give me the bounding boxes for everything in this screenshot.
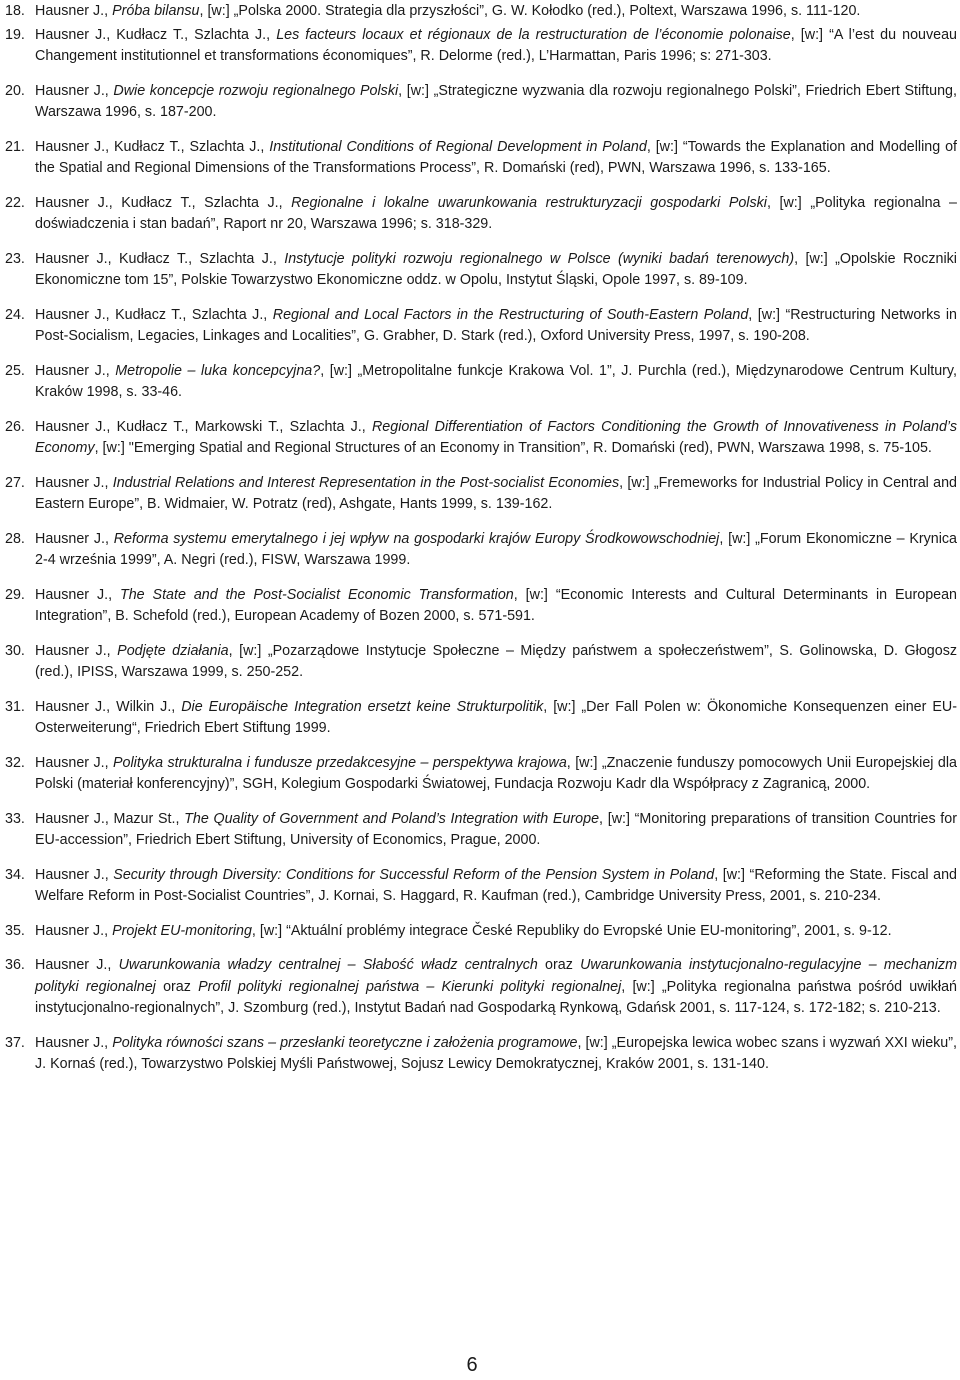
bibliography-entry: [5, 641, 957, 684]
entry-title: Uwarunkowania instytucjonalno-regulacyjne – mechanizm polityki regionalnej: [35, 957, 957, 995]
entry-text: Hausner J.,: [35, 82, 114, 99]
entry-text: , [w:] „Polityka regionalna – doświadczenia i stan badań”, Raport nr 20, Warszawa 1996; s. 318-329.: [35, 194, 958, 232]
entry-number: 23.: [5, 250, 25, 267]
entry-text: Hausner J.,: [35, 3, 113, 19]
entry-text: Hausner J.,: [35, 922, 113, 939]
entry-text: , [w:] “A l’est du nouveau Changement institutionnel et transformations économiques”, R. Delorme (red.), L’Harmattan, Paris 1996; s: 271-303.: [35, 26, 957, 64]
entry-number: 18.: [5, 3, 25, 19]
entry-text: , [w:] “Economic Interests and Cultural Determinants in European Integration”, B. Schefold (red.), European Academy of Bozen 2000, s. 571-591.: [35, 586, 957, 624]
entry-title: Les facteurs locaux et régionaux de la restructuration de l’économie polonaise: [276, 26, 791, 43]
entry-text: Hausner J.,: [35, 642, 118, 659]
entry-text: Hausner J., Mazur St.,: [35, 810, 185, 827]
entry-title: Instytucje polityki rozwoju regionalnego w Polsce (wyniki badań terenowych): [284, 250, 795, 267]
bibliography-entry: [5, 249, 957, 292]
entry-text: Hausner J.,: [35, 586, 120, 603]
entry-text: Hausner J., Kudłacz T., Szlachta J.,: [35, 138, 270, 155]
entry-title: Uwarunkowania władzy centralnej – Słabość władz centralnych: [118, 957, 538, 973]
entry-text: Hausner J.,: [35, 754, 113, 771]
entry-number: 22.: [5, 194, 25, 211]
entry-text: , [w:] “Reforming the State. Fiscal and Welfare Reform in Post-Socialist Countries”, J. Kornai, S. Haggard, R. Kaufman (red.), Cambridge University Press, 2001, s. 210-234.: [35, 866, 958, 904]
entry-text: Hausner J., Wilkin J.,: [35, 698, 182, 715]
entry-text: , [w:] „Fremeworks for Industrial Policy in Central and Eastern Europe”, B. Widmaier, W. Potratz (red), Ashgate, Hants 1999, s. 139-162.: [35, 474, 957, 512]
entry-text: , [w:] „Polska 2000. Strategia dla przyszłości”, G. W. Kołodko (red.), Poltext, Warszawa 1996, s. 111-120.: [199, 3, 861, 19]
bibliography-entry: [5, 865, 957, 908]
bibliography-entry: [5, 529, 957, 572]
entry-text: , [w:] „Strategiczne wyzwania dla rozwoju regionalnego Polski”, Friedrich Ebert Stiftung, Warszawa 1996, s. 187-200.: [35, 82, 957, 120]
entry-number: 30.: [5, 642, 25, 659]
entry-text: , [w:] „Der Fall Polen w: Ökonomiche Konsequenzen einer EU-Osterweiterung“, Friedrich Ebert Stiftung 1999.: [35, 698, 957, 736]
entry-title: Die Europäische Integration ersetzt keine Strukturpolitik: [181, 698, 544, 715]
bibliography-entry: [5, 361, 957, 404]
entry-title: The State and the Post-Socialist Economic Transformation: [119, 586, 514, 603]
entry-text: Hausner J., Kudłacz T., Markowski T., Szlachta J.,: [35, 418, 372, 435]
bibliography-entry: [5, 81, 957, 124]
entry-title: Institutional Conditions of Regional Development in Poland: [269, 138, 647, 155]
bibliography-entry: [5, 809, 957, 852]
entry-title: Dwie koncepcje rozwoju regionalnego Polski: [113, 82, 399, 99]
entry-text: , [w:] „Polityka regionalna państwa pośród uwikłań instytucjonalno-regionalnych”, J. Szomburg (red.), Instytut Badań nad Gospodarką Rynkową, Gdańsk 2001, s. 117-124, s. 172-182; s. 210-213.: [35, 978, 957, 1016]
entry-number: 24.: [5, 306, 25, 323]
entry-text: , [w:] "Emerging Spatial and Regional Structures of an Economy in Transition”, R. Domański (red), PWN, Warszawa 1998, s. 75-105.: [94, 440, 932, 456]
entry-text: Hausner J., Kudłacz T., Szlachta J.,: [35, 306, 273, 323]
entry-number: 26.: [5, 418, 25, 435]
entry-title: Podjęte działania: [117, 642, 229, 659]
entry-title: Regionalne i lokalne uwarunkowania restrukturyzacji gospodarki Polski: [291, 194, 767, 211]
entry-text: Hausner J.,: [35, 866, 114, 883]
bibliography-entry: [5, 137, 957, 180]
entry-text: Hausner J.,: [35, 474, 113, 491]
entry-text: , [w:] „Pozarządowe Instytucje Społeczne – Między państwem a społeczeństwem”, S. Golinowska, D. Głogosz (red.), IPISS, Warszawa 1999, s. 250-252.: [35, 642, 957, 680]
entry-title: Projekt EU-monitoring: [112, 922, 252, 939]
entry-text: oraz: [155, 978, 199, 995]
bibliography-entry: [5, 753, 957, 796]
bibliography-entry: [5, 955, 957, 1020]
entry-text: Hausner J., Kudłacz T., Szlachta J.,: [35, 26, 277, 43]
entry-number: 32.: [5, 754, 25, 771]
bibliography-entry: [5, 697, 957, 740]
entry-text: , [w:] „Metropolitalne funkcje Krakowa Vol. 1”, J. Purchla (red.), Międzynarodowe Centrum Kultury, Kraków 1998, s. 33-46.: [35, 362, 957, 400]
entry-text: Hausner J., Kudłacz T., Szlachta J.,: [35, 250, 285, 267]
entry-text: , [w:] “Monitoring preparations of transition Countries for EU-accession”, Friedrich Ebert Stiftung, University of Economics, Prague, 2000.: [35, 810, 957, 848]
entry-number: 21.: [5, 138, 25, 155]
entry-text: Hausner J.,: [35, 1034, 113, 1051]
entry-text: , [w:] “Restructuring Networks in Post-Socialism, Legacies, Linkages and Localities”, G. Grabher, D. Stark (red.), Oxford University Press, 1997, s. 190-208.: [35, 306, 958, 344]
entry-number: 37.: [5, 1034, 25, 1051]
entry-number: 33.: [5, 810, 25, 827]
entry-title: Security through Diversity: Conditions for Successful Reform of the Pension System in Poland: [113, 866, 715, 883]
entry-text: , [w:] “Towards the Explanation and Modelling of the Spatial and Regional Dimensions of the Transformations Process”, R. Domański (red), PWN, Warszawa 1996, s. 133-165.: [35, 138, 957, 176]
bibliography-entry: [5, 417, 957, 460]
entry-text: Hausner J.,: [35, 957, 119, 973]
bibliography-entry: [5, 921, 957, 943]
entry-number: 35.: [5, 922, 25, 939]
entry-number: 36.: [5, 957, 25, 973]
entry-number: 34.: [5, 866, 25, 883]
entry-title: Próba bilansu: [112, 3, 200, 19]
entry-title: Polityka strukturalna i fundusze przedakcesyjne – perspektywa krajowa: [113, 754, 567, 771]
entry-text: , [w:] „Znaczenie funduszy pomocowych Unii Europejskiej dla Polski (materiał konferencyjny)”, SGH, Kolegium Gospodarki Światowej, Fundacja Rozwoju Kadr dla Współpracy z Zagranicą, 2000.: [35, 754, 957, 792]
entry-number: 27.: [5, 474, 25, 491]
entry-number: 29.: [5, 586, 25, 603]
entry-title: Profil polityki regionalnej państwa – Kierunki polityki regionalnej: [198, 978, 622, 995]
bibliography-entry: [5, 585, 957, 628]
entry-title: Metropolie – luka koncepcyjna?: [115, 362, 321, 379]
entry-title: Industrial Relations and Interest Representation in the Post-socialist Economies: [112, 474, 620, 491]
page-number: 6: [466, 1354, 478, 1376]
entry-number: 31.: [5, 698, 25, 715]
entry-text: , [w:] “Aktuální problémy integrace České Republiky do Evropské Unie EU-monitoring”, 2001, s. 9-12.: [251, 922, 892, 939]
bibliography-entry: [5, 25, 957, 68]
entry-number: 25.: [5, 362, 25, 379]
bibliography-entry: [5, 305, 957, 348]
entry-title: Regional and Local Factors in the Restructuring of South-Eastern Poland: [272, 306, 749, 323]
entry-title: The Quality of Government and Poland’s Integration with Europe: [184, 810, 600, 827]
entry-title: Regional Differentiation of Factors Conditioning the Growth of Innovativeness in Poland’s Economy: [35, 418, 957, 456]
entry-title: Reforma systemu emerytalnego i jej wpływ na gospodarki krajów Europy Środkowowschodniej: [113, 530, 720, 547]
entry-text: oraz: [537, 957, 581, 973]
entry-number: 20.: [5, 82, 25, 99]
entry-text: Hausner J., Kudłacz T., Szlachta J.,: [35, 194, 292, 211]
entry-title: Polityka równości szans – przesłanki teoretyczne i założenia programowe: [112, 1034, 578, 1051]
bibliography-entry: [5, 193, 957, 236]
entry-text: Hausner J.,: [35, 362, 116, 379]
entry-number: 19.: [5, 26, 25, 43]
entry-text: Hausner J.,: [35, 530, 114, 547]
entry-text: , [w:] „Forum Ekonomiczne – Krynica 2-4 września 1999”, A. Negri (red.), FISW, Warszawa 1999.: [35, 530, 957, 568]
entry-text: , [w:] „Opolskie Roczniki Ekonomiczne tom 15”, Polskie Towarzystwo Ekonomiczne oddz. w Opolu, Instytut Śląski, Opole 1997, s. 89-109.: [35, 250, 957, 288]
bibliography-entry: [5, 473, 957, 516]
bibliography-entry: [5, 1033, 957, 1076]
entry-text: , [w:] „Europejska lewica wobec szans i wyzwań XXI wieku”, J. Kornaś (red.), Towarzystwo Polskiej Myśli Państwowej, Sojusz Lewicy Demokratycznej, Kraków 2001, s. 131-140.: [35, 1034, 957, 1072]
entry-number: 28.: [5, 530, 25, 547]
bibliography-entry: [5, 1, 957, 23]
